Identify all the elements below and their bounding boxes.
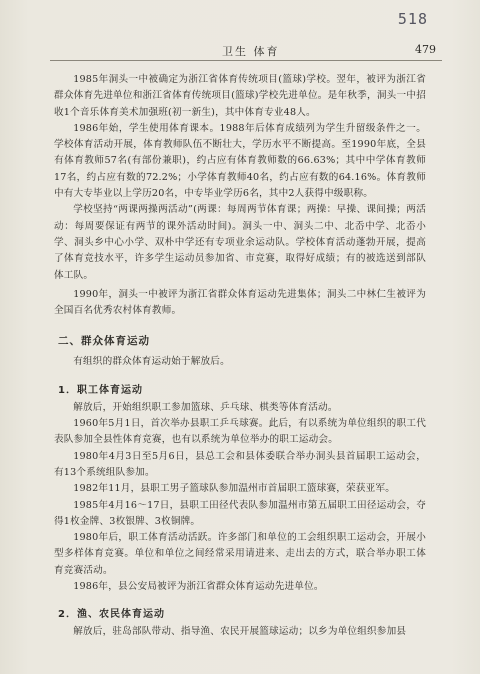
paragraph: 1985年4月16～17日，县职工田径代表队参加温州市第五届职工田径运动会，夺得1枚金牌、3枚银牌、3枚铜牌。 [54, 499, 426, 527]
page-number: 479 [415, 43, 436, 56]
paragraph: 1960年5月1日，首次举办县职工乒乓球赛。此后，有以系统为单位组织的职工代表队参加全县性体育竞赛，也有以系统为单位举办的职工运动会。 [54, 418, 426, 446]
paragraph: 解放后，开始组织职工参加篮球、乒乓球、棋类等体育活动。 [73, 401, 338, 413]
section-heading: 二、群众体育运动 [58, 335, 150, 348]
subsection-heading: 1．职工体育运动 [58, 384, 143, 396]
page-body [54, 72, 426, 641]
subsection-heading: 2．渔、农民体育运动 [58, 609, 165, 621]
paragraph: 1980年后，职工体育活动活跃。许多部门和单位的工会组织职工运动会，开展小型多样体育竞赛。单位和单位之间经常采用请进来、走出去的方式，联合举办职工体育竞赛活动。 [54, 532, 426, 576]
paragraph: 1985年洞头一中被确定为浙江省体育传统项目(篮球)学校。翌年，被评为浙江省群众体育先进单位和浙江省体育传统项目(篮球)学校先进单位。是年秋季，洞头一中招收1个音乐体育美术加强班(初一新生)，其中体育专业48人。 [54, 74, 426, 118]
running-header [50, 42, 442, 61]
paragraph: 学校坚持“两课两操两活动”(两课：每周两节体育课；两操：早操、课间操；两活动：每周要保证有两节的课外活动时间)。洞头一中、洞头二中、北岙中学、北岙小学、洞头乡中心小学、双朴中学还有专项业余运动队。学校体育活动蓬勃开展，提高了体育竞技水平，许多学生运动员参加省、市竞赛，取得好成绩；有的被选送到部队体工队。 [54, 204, 426, 281]
header-title: 卫生 体育 [222, 45, 280, 58]
paragraph: 1986年始，学生使用体育课本。1988年后体育成绩列为学生升留级条件之一。学校体育活动开展，体育教师队伍不断壮大，学历水平不断提高。至1990年底，全县有体育教师57名(有部份兼职)，约占应有体育教师数的66.63%；其中中学体育教师17名，约占应有数的72.2%；小学体育教师40名，约占应有数的64.16%。体育教师中有大专毕业以上学历20名，中专毕业学历6名，其中2人获得中级职称。 [54, 122, 426, 200]
paragraph: 1980年4月3日至5月6日，县总工会和县体委联合举办洞头县首届职工运动会，有13个系统组队参加。 [54, 450, 426, 478]
paragraph: 1982年11月，县职工男子篮球队参加温州市首届职工篮球赛，荣获亚军。 [73, 483, 396, 495]
paragraph: 1986年，县公安局被评为浙江省群众体育运动先进单位。 [73, 581, 324, 593]
section-intro: 有组织的群众体育运动始于解放后。 [73, 356, 230, 368]
paragraph: 1990年，洞头一中被评为浙江省群众体育运动先进集体；洞头二中林仁生被评为全国百名优秀农村体育教师。 [54, 288, 426, 317]
archive-stamp-number: 518 [397, 10, 428, 28]
paragraph: 解放后，驻岛部队带动、指导渔、农民开展篮球运动；以乡为单位组织参加县 [73, 626, 407, 638]
